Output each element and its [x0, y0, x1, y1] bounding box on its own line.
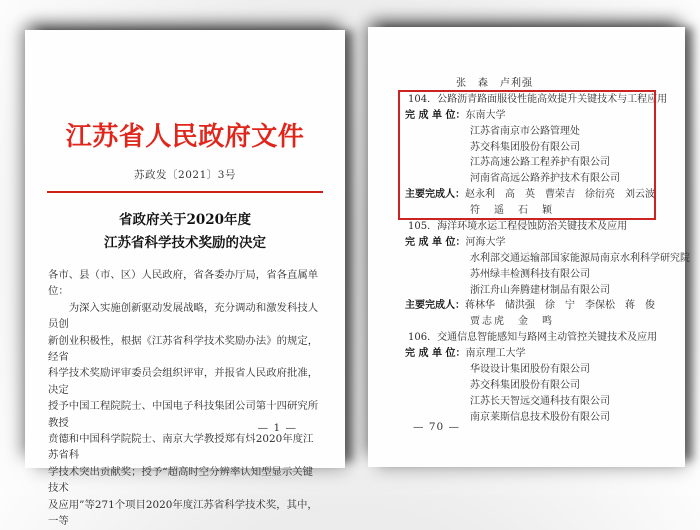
- body-line: 科学技术奖励评审委员会组织评审，并报省人民政府批准，决定: [48, 367, 319, 396]
- award-item-104-units-first: [405, 108, 685, 124]
- page-number-left: — 1 —: [257, 422, 297, 434]
- completing-units-label: 完 成 单 位：: [405, 236, 466, 248]
- red-divider-line: [47, 191, 323, 193]
- decision-title: [25, 209, 345, 255]
- award-item-105-people: [405, 298, 685, 314]
- completing-unit: 江苏高速公路工程养护有限公司: [470, 157, 610, 169]
- award-list-content: [368, 76, 690, 426]
- completing-units-label: 完 成 单 位：: [405, 348, 466, 360]
- award-item-104-title: 104．公路沥青路面服役性能高效提升关键技术与工程应用: [408, 93, 668, 105]
- completing-unit: 苏州绿丰检测科技有限公司: [470, 268, 590, 280]
- completing-unit: 水利部交通运输部国家能源局南京水利科学研究院: [470, 252, 690, 264]
- completing-unit: 南京理工大学: [465, 348, 526, 360]
- completing-unit: 南京莱斯信息技术股份有限公司: [470, 411, 610, 423]
- completing-unit: 苏交科集团股份有限公司: [470, 141, 580, 153]
- award-item-106-units-first: [405, 346, 685, 362]
- contributor-names: 蒋林华 储洪强 徐 宁 李保松 蒋 俊: [465, 300, 655, 312]
- award-item-104-people: [405, 187, 685, 203]
- completing-unit: 苏交科集团股份有限公司: [470, 379, 580, 391]
- contributor-names: 符 遥 石 颖: [470, 205, 554, 217]
- government-letterhead-title: 江苏省人民政府文件: [65, 122, 305, 152]
- document-page-cover: [25, 30, 345, 528]
- completing-unit: 江苏省南京市公路管理处: [470, 125, 580, 137]
- body-line: 为深入实施创新驱动发展战略，充分调动和激发科技人员创: [48, 301, 319, 331]
- decision-body-text: [48, 267, 323, 530]
- body-line: 学技术突出贡献奖；授予“超高时空分辨率认知型显示关键技术: [48, 465, 314, 495]
- award-item-105-title: 105．海洋环境水运工程侵蚀防治关键技术及应用: [408, 221, 628, 233]
- award-item-105-units-first: [405, 235, 685, 251]
- body-line: 新创业积极性，根据《江苏省科学技术奖励办法》的规定，经省: [48, 334, 319, 364]
- award-item-106-title: 106．交通信息智能感知与路网主动管控关键技术及应用: [408, 332, 658, 344]
- body-line: 贲德和中国科学院院士、南京大学教授郑有炓2020年度江苏省科: [48, 433, 314, 462]
- body-line: 各市、县（市、区）人民政府，省各委办厅局，省各直属单位：: [48, 269, 319, 298]
- body-line: 及应用”等271个项目2020年度江苏省科学技术奖，其中，一等: [48, 498, 318, 528]
- document-page-award-list: [368, 27, 690, 467]
- contributor-names: 赵永利 高 英 曹荣吉 徐衍亮 刘云波: [465, 189, 655, 201]
- completing-unit: 浙江舟山奔腾建材制品有限公司: [470, 284, 610, 296]
- contributor-names: 贾志虎 金 鸣: [470, 316, 554, 328]
- completing-units-label: 完 成 单 位：: [405, 109, 466, 121]
- decision-title-line1: 省政府关于2020年度: [118, 212, 252, 228]
- completing-unit: 河南省高远公路养护技术有限公司: [470, 173, 620, 185]
- completing-unit: 华设设计集团股份有限公司: [470, 364, 590, 376]
- completing-unit: 东南大学: [465, 109, 506, 121]
- completing-unit: 河海大学: [465, 236, 506, 248]
- decision-title-line2: 江苏省科学技术奖励的决定: [104, 235, 266, 251]
- body-line: 授予中国工程院院士、中国电子科技集团公司第十四研究所教授: [48, 400, 319, 429]
- page-number-right: — 70 —: [413, 421, 461, 433]
- completing-unit: 江苏长天智远交通科技有限公司: [470, 395, 610, 407]
- main-contributors-label: 主要完成人：: [405, 300, 465, 312]
- main-contributors-label: 主要完成人：: [405, 189, 465, 201]
- previous-item-people-overflow: 张 森 卢利强: [456, 78, 533, 89]
- document-number: 苏政发〔2021〕3号: [134, 169, 236, 181]
